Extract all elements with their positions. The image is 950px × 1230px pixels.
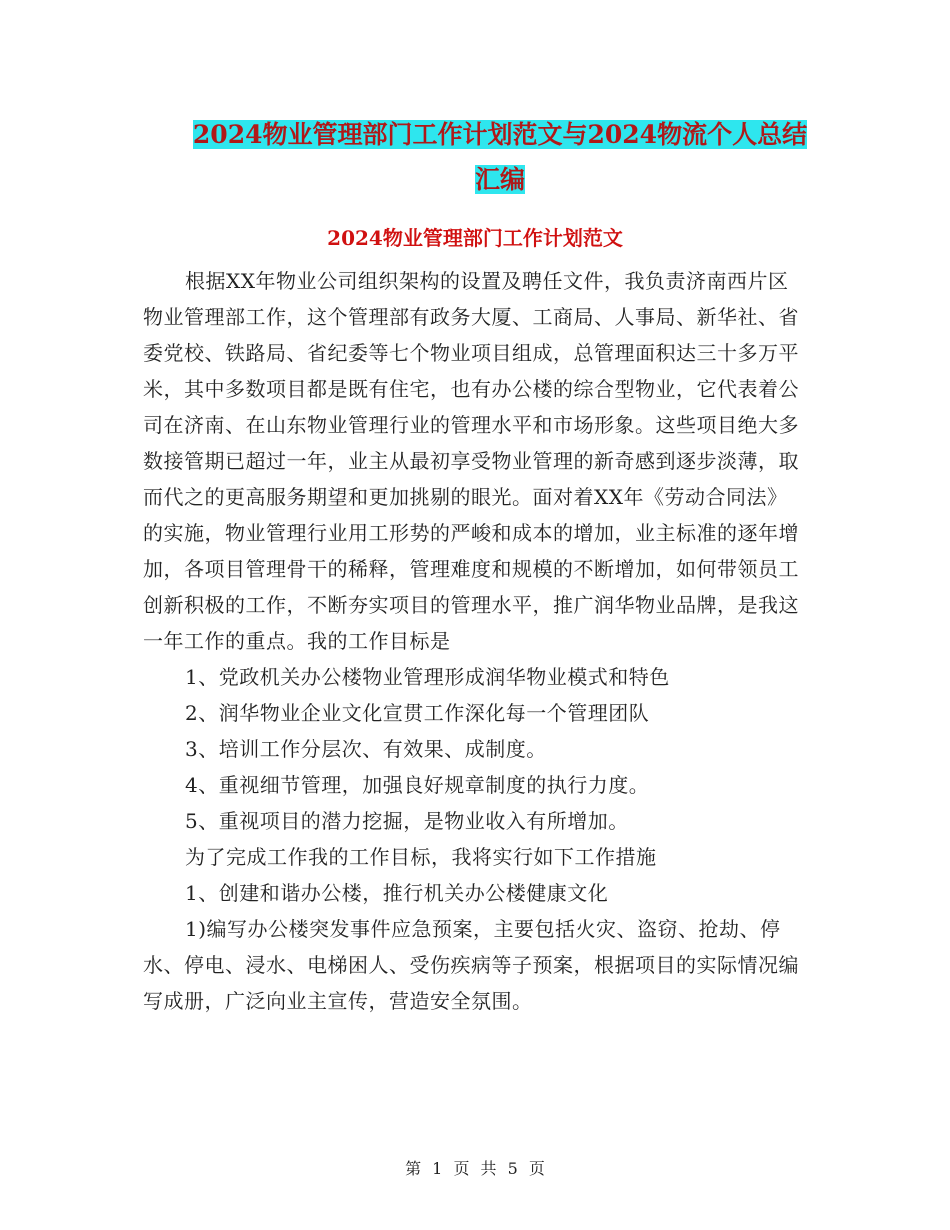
measure-1-heading: 1、创建和谐办公楼，推行机关办公楼健康文化: [185, 881, 609, 905]
goal-item-2: 2、润华物业企业文化宣贯工作深化每一个管理团队: [185, 701, 650, 725]
goal-item-4: 4、重视细节管理，加强良好规章制度的执行力度。: [185, 773, 650, 797]
goal-item-1: 1、党政机关办公楼物业管理形成润华物业模式和特色: [185, 665, 670, 689]
measure-1-1-paragraph: 1)编写办公楼突发事件应急预案，主要包括火灾、盗窃、抢劫、停水、停电、浸水、电梯困人、受伤疾病等子预案，根据项目的实际情况编写成册，广泛向业主宣传，营造安全氛围。: [143, 917, 799, 1013]
document-body: [143, 263, 807, 1019]
document-title: [140, 112, 860, 202]
measures-intro: 为了完成工作我的工作目标，我将实行如下工作措施: [185, 845, 657, 869]
page-number-footer: 第 1 页 共 5 页: [405, 1159, 545, 1178]
title-line-1: 2024物业管理部门工作计划范文与2024物流个人总结: [192, 120, 808, 149]
title-line-2: 汇编: [474, 165, 525, 194]
goal-item-3: 3、培训工作分层次、有效果、成制度。: [185, 737, 547, 761]
intro-paragraph: 根据XX年物业公司组织架构的设置及聘任文件，我负责济南西片区物业管理部工作，这个管理部有政务大厦、工商局、人事局、新华社、省委党校、铁路局、省纪委等七个物业项目组成，总管理面积达三十多万平米，其中多数项目都是既有住宅，也有办公楼的综合型物业，它代表着公司在济南、在山东物业管理行业的管理水平和市场形象。这些项目绝大多数接管期已超过一年，业主从最初享受物业管理的新奇感到逐步淡薄，取而代之的更高服务期望和更加挑剔的眼光。面对着XX年《劳动合同法》的实施，物业管理行业用工形势的严峻和成本的增加，业主标准的逐年增加，各项目管理骨干的稀释，管理难度和规模的不断增加，如何带领员工创新积极的工作，不断夯实项目的管理水平，推广润华物业品牌，是我这一年工作的重点。我的工作目标是: [143, 269, 799, 653]
goal-item-5: 5、重视项目的潜力挖掘，是物业收入有所增加。: [185, 809, 629, 833]
section-title: 2024物业管理部门工作计划范文: [327, 226, 623, 250]
